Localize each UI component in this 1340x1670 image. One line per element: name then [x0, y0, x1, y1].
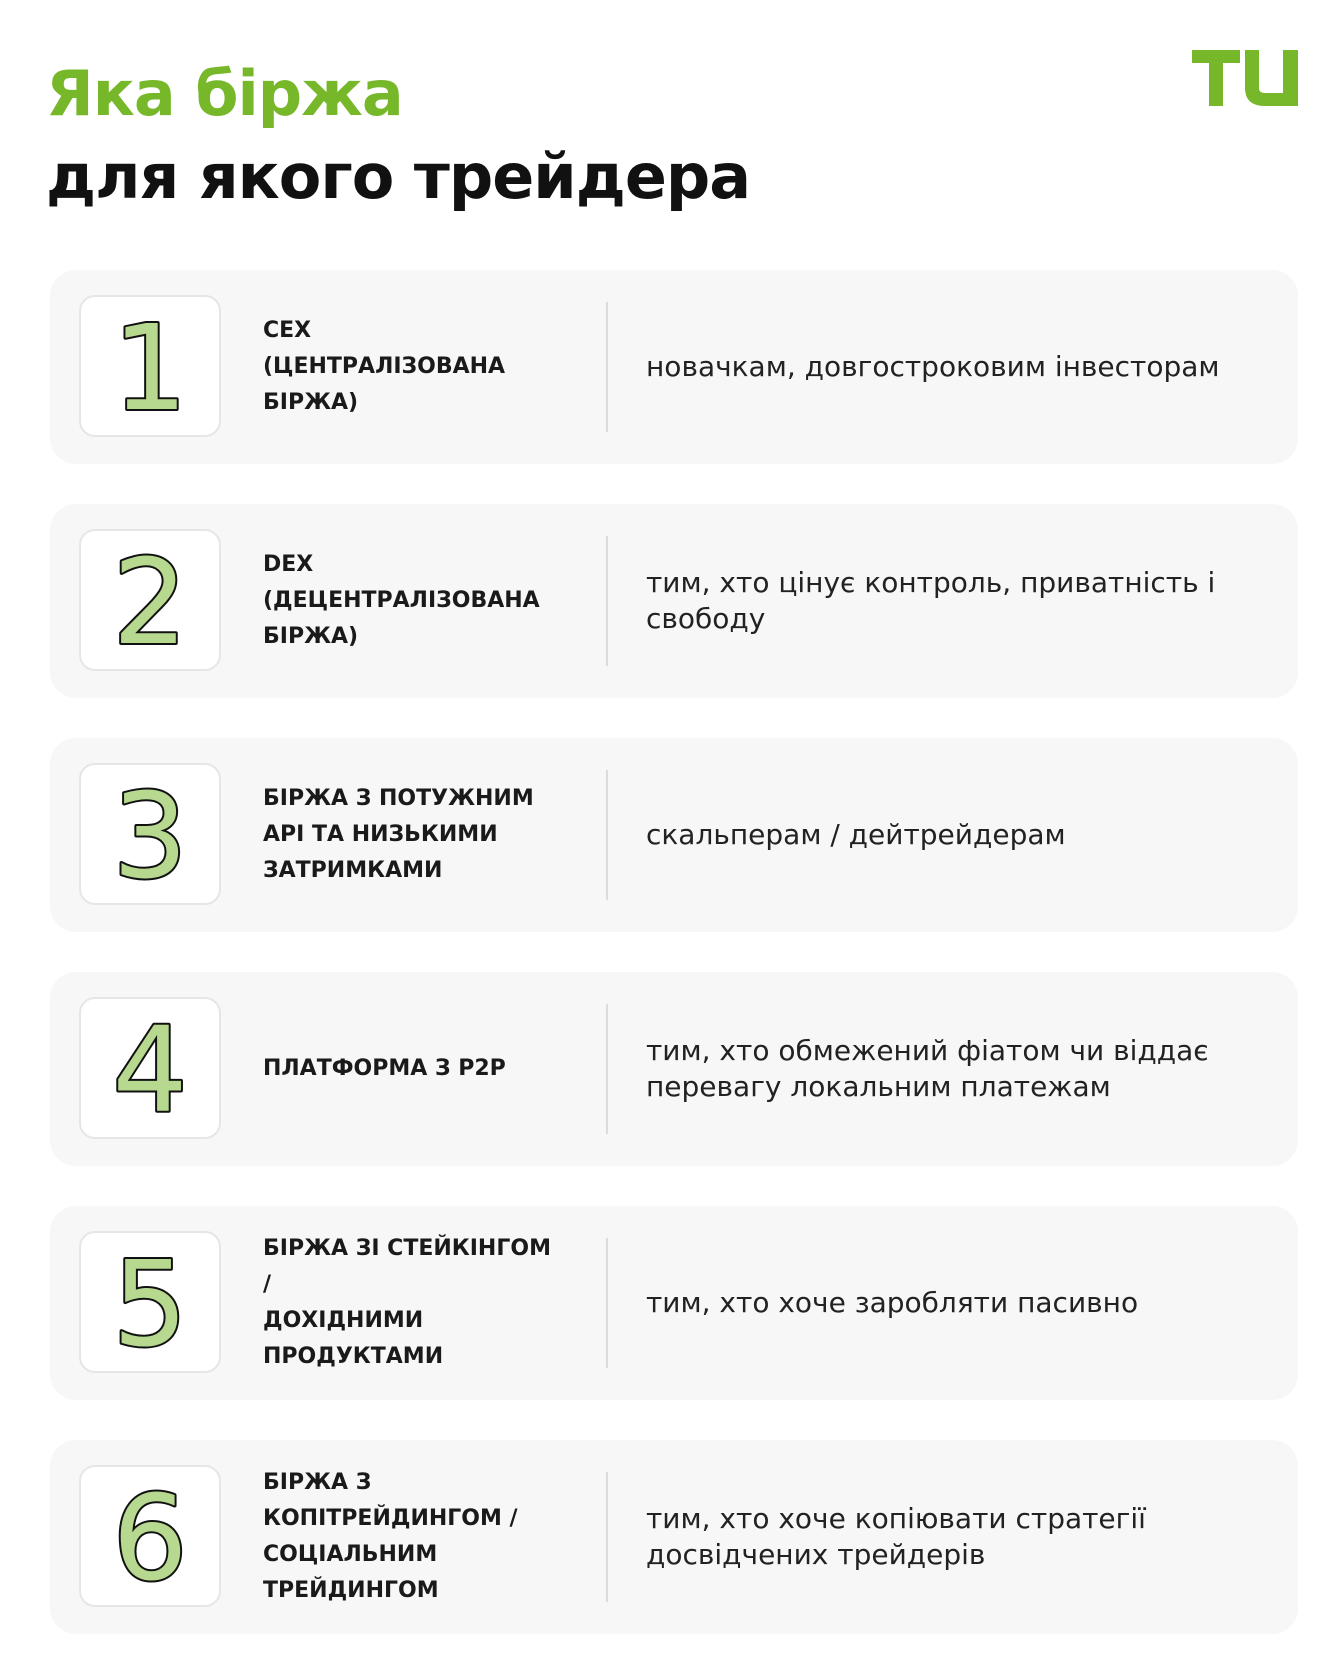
list-item [50, 504, 1298, 698]
divider [606, 302, 608, 432]
number-digit: 6 [112, 1469, 188, 1605]
exchange-type-label: ПЛАТФОРМА З P2P [263, 1056, 506, 1081]
number-badge [79, 763, 221, 905]
number-digit: 3 [112, 767, 188, 903]
number-digit: 2 [112, 533, 188, 669]
exchange-type-label: БІРЖА ЗІ СТЕЙКІНГОМ / ДОХІДНИМИ ПРОДУКТАМИ [263, 1236, 551, 1369]
number-badge [79, 1231, 221, 1373]
list-item [50, 972, 1298, 1166]
trader-description: тим, хто обмежений фіатом чи віддає перевагу локальним платежам [646, 1034, 1209, 1103]
list-item [50, 738, 1298, 932]
divider [606, 770, 608, 900]
trader-description: тим, хто хоче заробляти пасивно [646, 1286, 1139, 1319]
list-item [50, 1206, 1298, 1400]
exchange-type-label: CEX (ЦЕНТРАЛІЗОВАНА БІРЖА) [263, 318, 506, 415]
list-item [50, 270, 1298, 464]
tu-logo-icon [1192, 50, 1298, 106]
exchange-type-label: БІРЖА З КОПІТРЕЙДИНГОМ / СОЦІАЛЬНИМ ТРЕЙДИНГОМ [263, 1470, 518, 1603]
exchange-type-label: DEX (ДЕЦЕНТРАЛІЗОВАНА БІРЖА) [263, 552, 540, 649]
number-digit: 1 [112, 299, 188, 435]
number-badge [79, 295, 221, 437]
page-title-line-1: Яка біржа [46, 57, 403, 130]
number-digit: 5 [112, 1235, 188, 1371]
trader-description: скальперам / дейтрейдерам [646, 818, 1066, 851]
number-badge [79, 997, 221, 1139]
divider [606, 1238, 608, 1368]
trader-description: тим, хто хоче копіювати стратегії досвідчених трейдерів [646, 1502, 1146, 1571]
trader-description: новачкам, довгостроковим інвесторам [646, 350, 1220, 383]
divider [606, 1004, 608, 1134]
exchange-type-label: БІРЖА З ПОТУЖНИМ API ТА НИЗЬКИМИ ЗАТРИМКАМИ [263, 786, 534, 883]
list-item [50, 1440, 1298, 1634]
number-badge [79, 1465, 221, 1607]
number-badge [79, 529, 221, 671]
page-title-line-2: для якого трейдера [46, 140, 751, 213]
trader-description: тим, хто цінує контроль, приватність і свободу [646, 566, 1216, 635]
divider [606, 1472, 608, 1602]
number-digit: 4 [112, 1001, 188, 1137]
divider [606, 536, 608, 666]
